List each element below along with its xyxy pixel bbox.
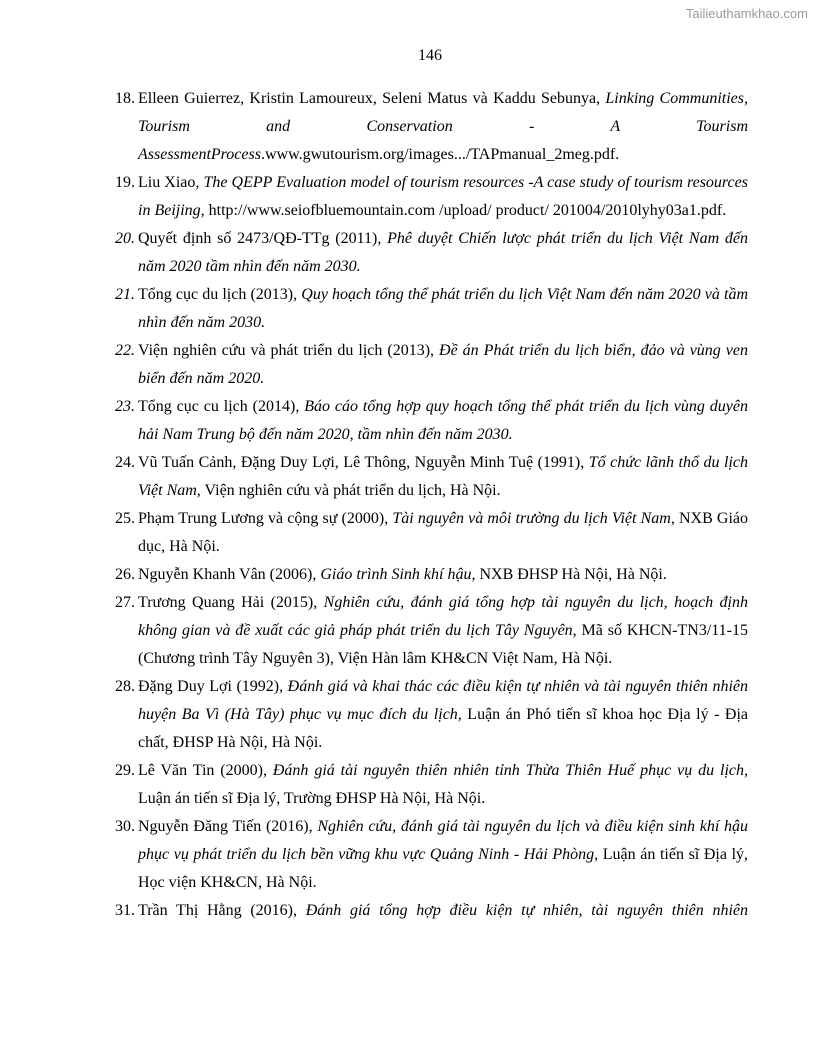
reference-title: Phê duyệt Chiến lược phát triển du lịch Việt Nam đến năm 2020 tầm nhìn đến năm 2030. (138, 230, 748, 275)
reference-title: Báo cáo tổng hợp quy hoạch tổng thể phát triển du lịch vùng duyên hải Nam Trung bộ đến năm 2020, tầm nhìn đến năm 2030. (138, 398, 749, 443)
reference-entry (115, 169, 748, 225)
reference-number: 25. (115, 510, 135, 527)
reference-detail: Tổng cục cu lịch (2014), (138, 398, 305, 415)
reference-title: Linking Communities, Tourism and Conservation - A Tourism AssessmentProcess (138, 90, 749, 163)
reference-entry (115, 449, 748, 505)
reference-detail: Trần Thị Hằng (2016), (138, 902, 306, 919)
reference-text (138, 505, 748, 561)
reference-entry (115, 561, 748, 589)
reference-text (138, 449, 748, 505)
reference-number: 21. (115, 286, 135, 303)
reference-title: Quy hoạch tổng thể phát triển du lịch Việt Nam đến năm 2020 và tầm nhìn đến năm 2030. (138, 286, 749, 331)
reference-detail: , http://www.seiofbluemountain.com /upload/ product/ 201004/2010lyhy03a1.pdf. (200, 202, 727, 219)
reference-detail: Phạm Trung Lương và cộng sự (2000), (138, 510, 393, 527)
reference-detail: Viện nghiên cứu và phát triển du lịch (2013), (138, 342, 440, 359)
reference-number: 22. (115, 342, 135, 359)
reference-title: Tài nguyên và môi trường du lịch Việt Nam (392, 510, 671, 527)
reference-number: 26. (115, 566, 135, 583)
reference-text (138, 393, 748, 449)
reference-detail: Luận án tiến sĩ Địa lý, Học viện KH&CN, Hà Nội. (138, 846, 749, 891)
reference-detail: .www.gwutourism.org/images.../TAPmanual_2meg.pdf. (260, 146, 620, 163)
reference-text (138, 589, 748, 673)
reference-entry (115, 897, 748, 925)
reference-entry (115, 673, 748, 757)
reference-entry (115, 85, 748, 169)
reference-entry (115, 393, 748, 449)
reference-entry (115, 281, 748, 337)
watermark: Tailieuthamkhao.com (685, 6, 808, 21)
reference-detail: Viện nghiên cứu và phát triển du lịch, Hà Nội. (200, 482, 501, 499)
reference-detail: Trương Quang Hải (2015), (138, 594, 324, 611)
reference-text (138, 225, 748, 281)
reference-detail: Đặng Duy Lợi (1992), (138, 678, 288, 695)
reference-detail: Lê Văn Tin (2000), (138, 762, 273, 779)
reference-title: The QEPP Evaluation model of tourism resources -A case study of tourism resources in Beijing (138, 174, 748, 219)
reference-number: 31. (115, 902, 135, 919)
reference-number: 27. (115, 594, 135, 611)
reference-list (115, 85, 748, 925)
reference-text (138, 337, 748, 393)
reference-number: 28. (115, 678, 135, 695)
reference-text (138, 85, 748, 169)
reference-number: 29. (115, 762, 135, 779)
reference-detail: Nguyễn Khanh Vân (2006), (138, 566, 321, 583)
reference-text (138, 757, 748, 813)
reference-title: Nghiên cứu, đánh giá tài nguyên du lịch và điều kiện sinh khí hậu phục vụ phát triển du lịch bền vững khu vực Quảng Ninh - Hải Phòng, (138, 818, 749, 863)
reference-title: Đánh giá và khai thác các điều kiện tự nhiên và tài nguyên thiên nhiên huyện Ba Vì (Hà Tây) phục vụ mục đích du lịch, (138, 678, 749, 723)
reference-detail: Quyết định số 2473/QĐ-TTg (2011), (138, 230, 388, 247)
reference-number: 30. (115, 818, 135, 835)
reference-text (138, 897, 748, 925)
reference-detail: , NXB Giáo dục, Hà Nội. (138, 510, 749, 555)
reference-detail: Luận án tiến sĩ Địa lý, Trường ĐHSP Hà Nội, Hà Nội. (138, 790, 486, 807)
reference-entry (115, 757, 748, 813)
reference-text (138, 169, 748, 225)
reference-number: 19. (115, 174, 135, 191)
reference-number: 23. (115, 398, 135, 415)
reference-detail: Elleen Guierrez, Kristin Lamoureux, Seleni Matus và Kaddu Sebunya, (138, 90, 606, 107)
reference-title: Tổ chức lãnh thổ du lịch Việt Nam, (138, 454, 748, 499)
reference-detail: Liu Xiao, (138, 174, 204, 191)
page-number: 146 (418, 47, 442, 64)
reference-detail: Mã số KHCN-TN3/11-15 (Chương trình Tây Nguyên 3), Viện Hàn lâm KH&CN Việt Nam, Hà Nội. (138, 622, 748, 667)
reference-detail: Vũ Tuấn Cảnh, Đặng Duy Lợi, Lê Thông, Nguyễn Minh Tuệ (1991), (138, 454, 589, 471)
reference-title: Giáo trình Sinh khí hậu, (320, 566, 476, 583)
reference-title: Đánh giá tài nguyên thiên nhiên tỉnh Thừa Thiên Huế phục vụ du lịch, (272, 762, 749, 779)
reference-number: 20. (115, 230, 135, 247)
reference-detail: NXB ĐHSP Hà Nội, Hà Nội. (475, 566, 667, 583)
reference-text (138, 673, 748, 757)
reference-entry (115, 337, 748, 393)
reference-entry (115, 505, 748, 561)
reference-number: 24. (115, 454, 135, 471)
reference-entry (115, 225, 748, 281)
reference-text (138, 813, 748, 897)
reference-title: Đánh giá tổng hợp điều kiện tự nhiên, tài nguyên thiên nhiên (305, 902, 749, 919)
reference-entry (115, 589, 748, 673)
reference-number: 18. (115, 90, 135, 107)
reference-text (138, 281, 748, 337)
reference-text (138, 561, 748, 589)
reference-detail: Nguyễn Đăng Tiến (2016), (138, 818, 318, 835)
reference-detail: Tổng cục du lịch (2013), (138, 286, 302, 303)
reference-detail: Luận án Phó tiến sĩ khoa học Địa lý - Địa chất, ĐHSP Hà Nội, Hà Nội. (138, 706, 748, 751)
reference-title: Đề án Phát triển du lịch biển, đảo và vùng ven biển đến năm 2020. (138, 342, 749, 387)
reference-entry (115, 813, 748, 897)
reference-title: Nghiên cứu, đánh giá tổng hợp tài nguyên du lịch, hoạch định không gian và đề xuất các giả pháp phát triển du lịch Tây Nguyên, (138, 594, 749, 639)
